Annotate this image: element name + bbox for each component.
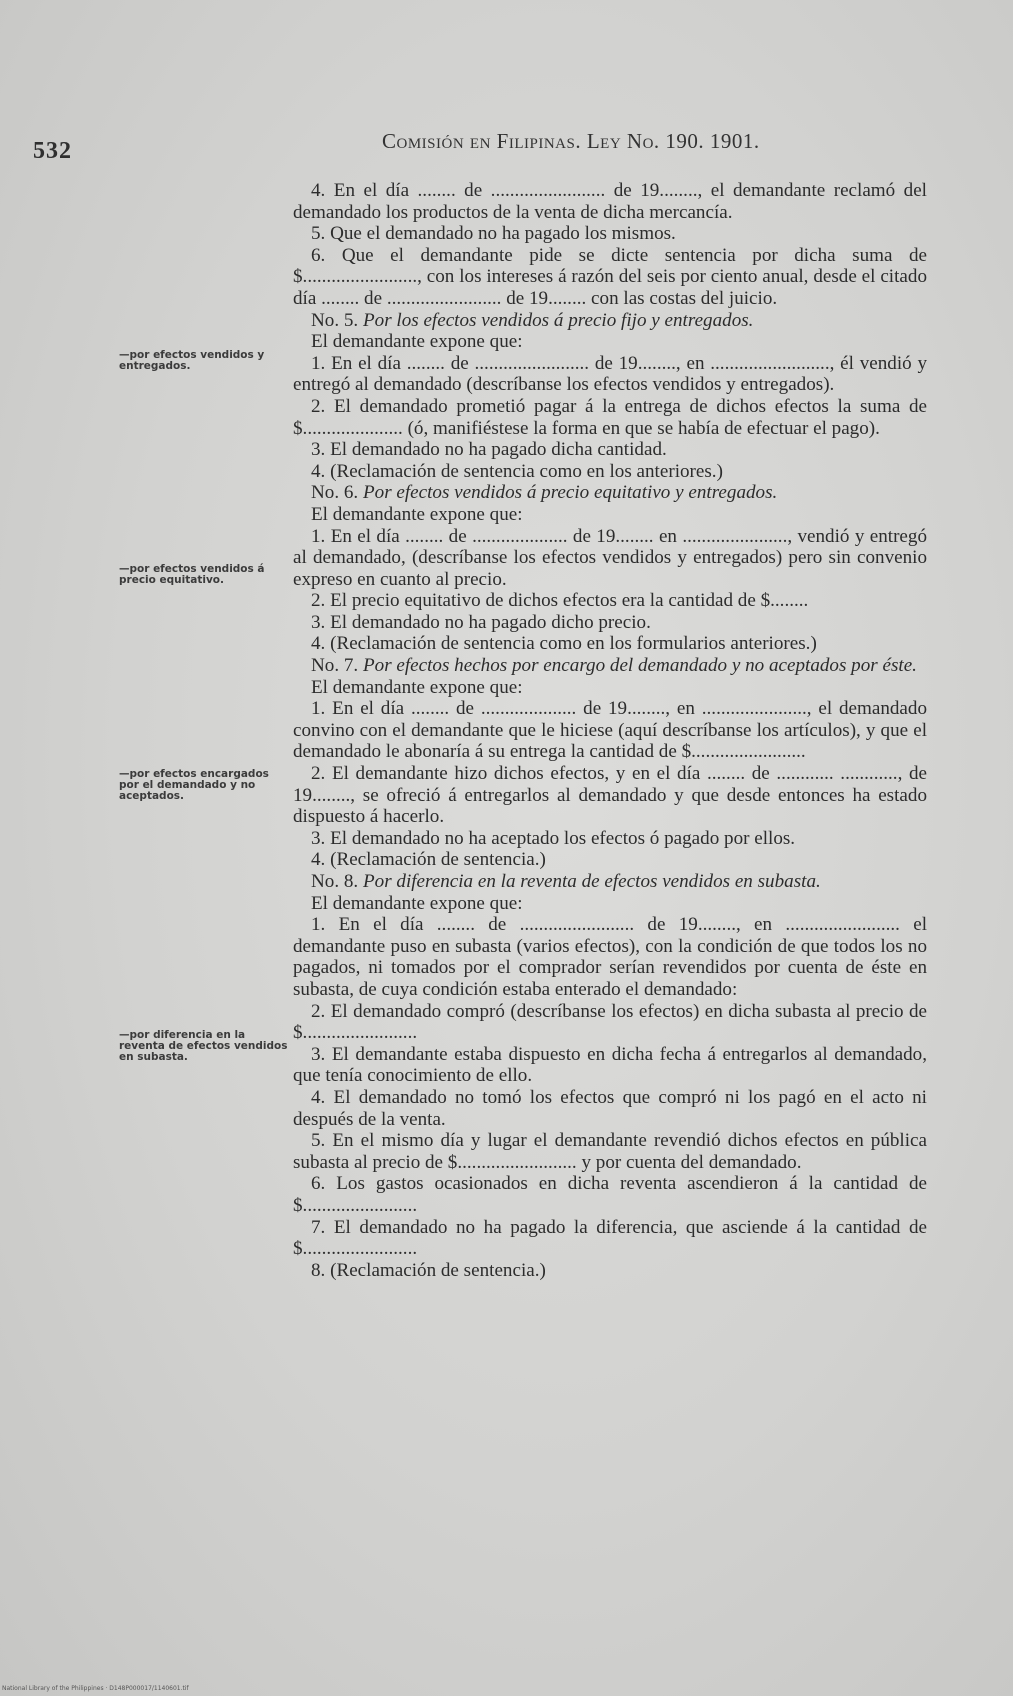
paragraph: 5. Que el demandado no ha pagado los mismos. (311, 223, 676, 245)
form-8-item: 8. (Reclamación de sentencia.) (311, 1259, 546, 1281)
form-6-item: 2. El precio equitativo de dichos efectos era la cantidad de $........ (311, 590, 809, 612)
form-8-number: No. 8. (311, 871, 359, 892)
form-7-item: 4. (Reclamación de sentencia.) (311, 849, 546, 871)
form-8-heading (293, 871, 927, 893)
form-8-item: 7. El demandado no ha pagado la diferencia, que asciende á la cantidad de $........................ (293, 1216, 927, 1260)
form-6-item: 4. (Reclamación de sentencia como en los formularios anteriores.) (311, 633, 817, 655)
form-7-item: 3. El demandado no ha aceptado los efectos ó pagado por ellos. (311, 827, 796, 849)
running-head: Comisión en Filipinas. Ley No. 190. 1901. (382, 129, 760, 153)
form-6-title: Por efectos vendidos á precio equitativo y entregados. (362, 482, 778, 504)
form-6-intro: El demandante expone que: (311, 503, 523, 525)
form-8-title: Por diferencia en la reventa de efectos vendidos en subasta. (362, 871, 821, 892)
form-5-number: No. 5. (311, 309, 359, 331)
form-8-item: 4. El demandado no tomó los efectos que compró ni los pagó en el acto ni después de la venta. (293, 1086, 927, 1130)
form-7-item: 2. El demandante hizo dichos efectos, y en el día ........ de ............ ............, de 19........, se ofreció á entregarlos al demandado y que desde entonces ha estado dispuesto á hacerlo. (293, 763, 927, 828)
margin-note-form-5: —por efectos vendidos y entregados. (119, 349, 265, 372)
page-number: 532 (33, 138, 72, 164)
form-5-title: Por los efectos vendidos á precio fijo y entregados. (362, 309, 754, 331)
form-8-item: 1. En el día ........ de ........................ de 19........, en ........................ el demandante puso en subasta (varios efectos), con la condición de que todos los no pagados, ni tomados por el comprador serían revendidos por cuenta de éste en subasta, de cuya condición estaba enterado el demandado: (293, 914, 927, 1000)
form-7-item: 1. En el día ........ de .................... de 19........, en ......................, el demandado convino con el demandante que le hiciese (aquí descríbanse los artículos), y que el demandado le abonaría á su entrega la cantidad de $........................ (293, 698, 927, 763)
form-8-item: 5. En el mismo día y lugar el demandante revendió dichos efectos en pública subasta al precio de $......................... y por cuenta del demandado. (293, 1130, 927, 1173)
form-6-item: 1. En el día ........ de .................... de 19........ en ......................, vendió y entregó al demandado, (descríbanse los efectos vendidos y entregados) pero sin convenio expreso en cuanto al precio. (293, 525, 927, 590)
form-6-number: No. 6. (311, 482, 359, 504)
form-5-item: 3. El demandado no ha pagado dicha cantidad. (311, 439, 667, 461)
form-6-heading (293, 482, 927, 504)
form-7-number: No. 7. (311, 655, 359, 677)
form-5-item: 4. (Reclamación de sentencia como en los anteriores.) (311, 460, 723, 482)
paragraph: 6. Que el demandante pide se dicte sentencia por dicha suma de $........................, con los intereses á razón del seis por ciento anual, desde el citado día ........ de ........................ de 19........ con las costas del juicio. (293, 244, 927, 309)
form-8-item: 2. El demandado compró (descríbanse los efectos) en dicha subasta al precio de $........................ (293, 1000, 927, 1044)
margin-note-form-8: —por diferencia en la reventa de efectos vendidos en subasta. (119, 1029, 288, 1063)
scan-credit: National Library of the Philippines · D148P000017/1140601.tif (2, 1685, 189, 1692)
main-text (293, 180, 927, 1281)
form-7-intro: El demandante expone que: (311, 676, 523, 698)
form-5-item: 2. El demandado prometió pagar á la entrega de dichos efectos la suma de $..................... (ó, manifiéstese la forma en que se había de efectuar el pago). (293, 395, 927, 439)
form-8-item: 3. El demandante estaba dispuesto en dicha fecha á entregarlos al demandado, que tenía conocimiento de ello. (293, 1043, 927, 1087)
form-8-intro: El demandante expone que: (311, 892, 523, 914)
margin-note-form-6: —por efectos vendidos á precio equitativo. (119, 563, 265, 586)
form-5-heading (293, 310, 927, 332)
form-8-item: 6. Los gastos ocasionados en dicha reventa ascendieron á la cantidad de $........................ (293, 1173, 927, 1216)
form-7-heading (293, 655, 927, 677)
form-7-title: Por efectos hechos por encargo del demandado y no aceptados por éste. (362, 655, 917, 677)
form-5-item: 1. En el día ........ de ........................ de 19........, en ........................., él vendió y entregó al demandado (descríbanse los efectos vendidos y entregados). (293, 352, 927, 396)
form-6-item: 3. El demandado no ha pagado dicho precio. (311, 611, 651, 633)
paragraph: 4. En el día ........ de ........................ de 19........, el demandante reclamó del demandado los productos de la venta de dicha mercancía. (293, 180, 927, 223)
margin-note-form-7: —por efectos encargados por el demandado y no aceptados. (119, 768, 269, 802)
form-5-intro: El demandante expone que: (311, 331, 523, 353)
